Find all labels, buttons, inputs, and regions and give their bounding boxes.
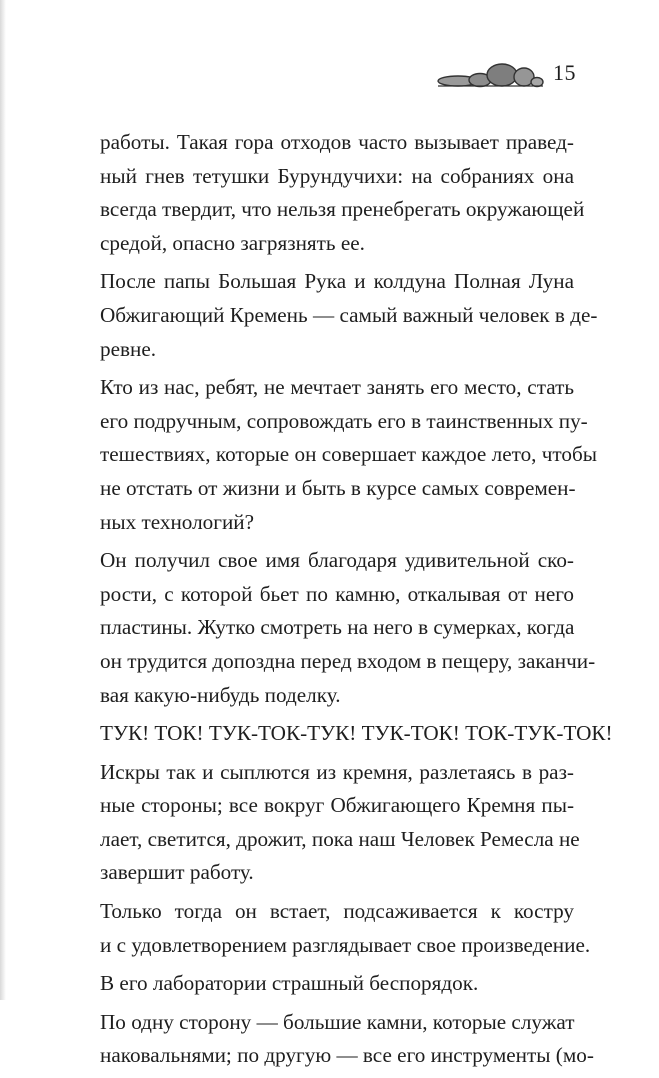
text-line: его подручным, сопровождать его в таинственных пу- (100, 408, 588, 433)
text-line: Кто из нас, ребят, не мечтает занять его место, стать (100, 375, 574, 400)
text-line: средой, опасно загрязнять ее. (100, 230, 365, 255)
paragraph (100, 967, 574, 1001)
text-line: Искры так и сыплются из кремня, разлетаясь в раз- (100, 759, 574, 784)
body-text (100, 126, 613, 1078)
paragraph (100, 717, 613, 751)
text-line: ные стороны; все вокруг Обжигающего Кремня пы- (100, 793, 574, 818)
paragraph (100, 126, 585, 260)
text-line: Только тогда он встает, подсаживается к костру (100, 899, 574, 924)
text-line: работы. Такая гора отходов часто вызывает правед- (100, 130, 574, 154)
paragraph (100, 544, 596, 712)
text-line: ревне. (100, 336, 157, 361)
text-line: наковальнями; по другую — все его инструменты (мо- (100, 1043, 594, 1068)
text-line: Он получил свое имя благодаря удивительной ско- (100, 548, 574, 573)
text-line: не отстать от жизни и быть в курсе самых современ- (100, 475, 576, 500)
text-line: завершит работу. (100, 860, 254, 885)
text-line: ТУК! ТОК! ТУК-ТОК-ТУК! ТУК-ТОК! ТОК-ТУК-ТОК! (100, 721, 613, 746)
text-line: всегда твердит, что нельзя пренебрегать окружающей (100, 197, 585, 222)
text-line: По одну сторону — большие камни, которые служат (100, 1009, 575, 1034)
paragraph (100, 371, 598, 539)
text-line: он трудится допоздна перед входом в пещеру, заканчи- (100, 648, 596, 673)
text-line: рости, с которой бьет по камню, откалывая от него (100, 581, 574, 606)
text-line: Обжигающий Кремень — самый важный человек в де- (100, 302, 598, 327)
text-line: пластины. Жутко смотреть на него в сумерках, когда (100, 615, 575, 640)
text-line: ный гнев тетушки Бурундучихи: на собраниях она (100, 163, 574, 188)
page-header (436, 52, 576, 92)
page-edge-shadow (0, 0, 6, 1000)
paragraph (100, 895, 591, 962)
paragraph (100, 1006, 594, 1073)
stones-ornament-icon (436, 58, 544, 88)
paragraph (100, 756, 580, 890)
page-number: 15 (553, 60, 576, 85)
text-line: ных технологий? (100, 509, 255, 534)
text-line: тешествиях, которые он совершает каждое лето, чтобы (100, 442, 598, 467)
text-line: лает, светится, дрожит, пока наш Человек Ремесла не (100, 826, 580, 851)
text-line: После папы Большая Рука и колдуна Полная Луна (100, 269, 574, 294)
text-line: и с удовлетворением разглядывает свое произведение. (100, 932, 591, 957)
text-line: вая какую-нибудь поделку. (100, 682, 341, 707)
text-line: В его лаборатории страшный беспорядок. (100, 971, 479, 996)
paragraph (100, 265, 598, 366)
